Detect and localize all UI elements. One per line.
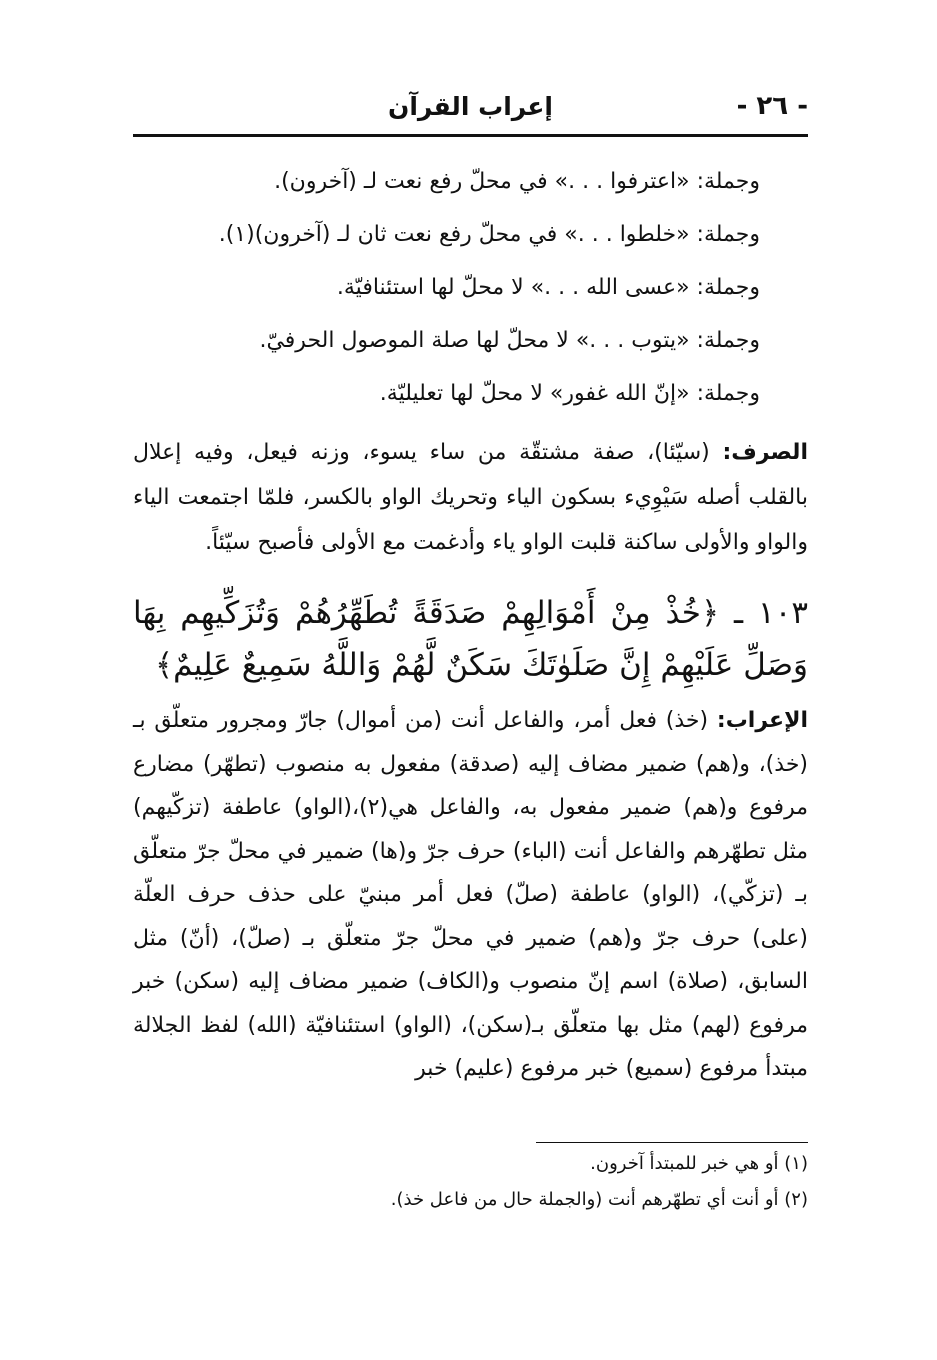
header-rule <box>133 134 808 137</box>
irab-label: الإعراب: <box>716 708 808 733</box>
jumla-list <box>133 155 808 420</box>
footnotes <box>300 1146 808 1218</box>
sarf-label: الصرف: <box>722 440 808 465</box>
footnote-rule <box>536 1142 808 1143</box>
main-text <box>133 155 808 1091</box>
page-header <box>133 86 808 132</box>
irab-section <box>133 699 808 1091</box>
irab-paragraph <box>133 699 808 1091</box>
jumla-line: وجملة: «إنّ الله غفور» لا محلّ لها تعليليّة. <box>379 381 760 406</box>
jumla-line: وجملة: «خلطوا . . .» في محلّ رفع نعت ثان لـ (آخرون)(١). <box>218 222 760 247</box>
sarf-text: (سيّئا)، صفة مشتقّة من ساء يسوء، وزنه فيعل، وفيه إعلال بالقلب أصله سَيْوِيء بسكون الياء وتحريك الواو بالكسر، فلمّا اجتمعت الياء والواو والأولى ساكنة قلبت الواو ياء وأدغمت مع الأولى فأصبح سيّئاً. <box>133 440 808 555</box>
page-number: - ٢٦ - <box>736 91 808 121</box>
sarf-paragraph <box>133 430 808 565</box>
sarf-section <box>133 430 808 565</box>
running-title: إعراب القرآن <box>387 92 553 121</box>
jumla-line: وجملة: «اعترفوا . . .» في محلّ رفع نعت لـ (آخرون). <box>274 169 760 194</box>
footnote: (٢) أو أنت أي تطهّرهم أنت (والجملة حال من فاعل خذ). <box>390 1189 808 1210</box>
jumla-line: وجملة: «عسى الله . . .» لا محلّ لها استئنافيّة. <box>336 275 760 300</box>
irab-text: (خذ) فعل أمر، والفاعل أنت (من أموال) جارّ ومجرور متعلّق بـ (خذ)، و(هم) ضمير مضاف إليه (صدقة) مفعول به منصوب (تطهّر) مضارع مرفوع و(هم) ضمير مفعول به، والفاعل هي(٢)،(الواو) عاطفة (تزكّيهم) مثل تطهّرهم والفاعل أنت (الباء) حرف جرّ و(ها) ضمير في محلّ جرّ متعلّق بـ (تزكّي)، (الواو) عاطفة (صلّ) فعل أمر مبنيّ على حذف حرف العلّة (على) حرف جرّ و(هم) ضمير في محلّ جرّ متعلّق بـ (صلّ)، (أنّ) مثل السابق، (صلاة) اسم إنّ منصوب و(الكاف) ضمير مضاف إليه (سكن) خبر مرفوع (لهم) مثل بها متعلّق بـ(سكن)، (الواو) استئنافيّة (الله) لفظ الجلالة مبتدأ مرفوع (سميع) خبر مرفوع (عليم) خبر <box>133 708 808 1081</box>
quran-verse: ١٠٣ ـ ﴿خُذْ مِنْ أَمْوَالِهِمْ صَدَقَةً تُطَهِّرُهُمْ وَتُزَكِّيهِم بِهَا وَصَلِّ عَلَيْهِمْ إِنَّ صَلَوٰتَكَ سَكَنٌ لَّهُمْ وَاللَّهُ سَمِيعٌ عَلِيمٌ﴾ <box>133 595 808 683</box>
footnote: (١) أو هي خبر للمبتدأ آخرون. <box>590 1153 808 1174</box>
jumla-line: وجملة: «يتوب . . .» لا محلّ لها صلة الموصول الحرفيّ. <box>259 328 760 353</box>
